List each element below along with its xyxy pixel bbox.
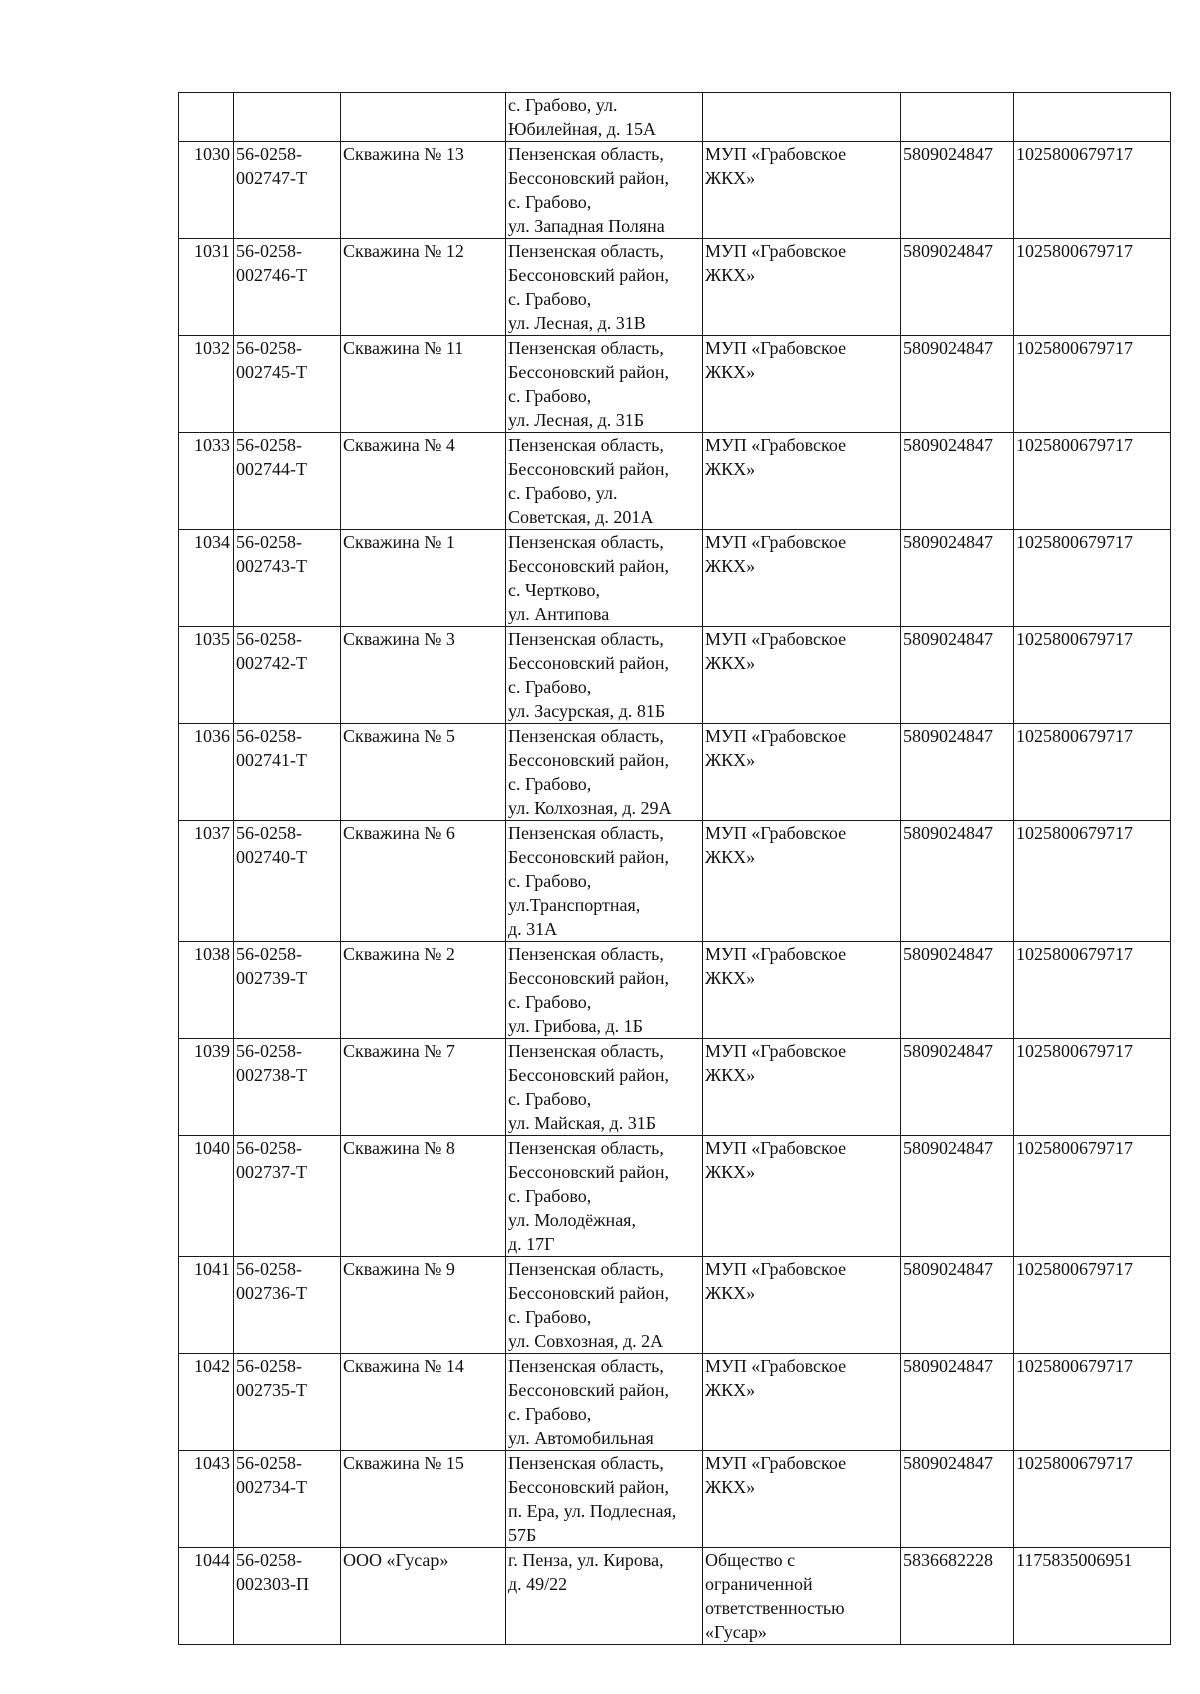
row-number-cell: 1041 [179, 1257, 234, 1354]
object-name-cell: Скважина № 12 [341, 239, 506, 336]
row-number-cell: 1034 [179, 530, 234, 627]
operator-cell: МУП «Грабовское ЖКХ» [703, 821, 901, 942]
table-row [179, 93, 1171, 142]
operator-cell: МУП «Грабовское ЖКХ» [703, 1257, 901, 1354]
table-row [179, 1354, 1171, 1451]
operator-cell: МУП «Грабовское ЖКХ» [703, 530, 901, 627]
operator-cell: МУП «Грабовское ЖКХ» [703, 724, 901, 821]
registration-number-cell: 56-0258- 002739-Т [234, 942, 341, 1039]
ogrn-cell: 1025800679717 [1014, 239, 1171, 336]
registration-number-cell: 56-0258- 002740-Т [234, 821, 341, 942]
operator-cell: МУП «Грабовское ЖКХ» [703, 142, 901, 239]
registration-number-cell: 56-0258- 002741-Т [234, 724, 341, 821]
row-number-cell: 1037 [179, 821, 234, 942]
row-number-cell: 1032 [179, 336, 234, 433]
inn-cell: 5809024847 [901, 433, 1014, 530]
ogrn-cell: 1025800679717 [1014, 942, 1171, 1039]
operator-cell: МУП «Грабовское ЖКХ» [703, 239, 901, 336]
operator-cell: МУП «Грабовское ЖКХ» [703, 1451, 901, 1548]
ogrn-cell: 1025800679717 [1014, 530, 1171, 627]
table-row [179, 239, 1171, 336]
inn-cell: 5809024847 [901, 942, 1014, 1039]
ogrn-cell: 1025800679717 [1014, 1354, 1171, 1451]
ogrn-cell: 1025800679717 [1014, 1039, 1171, 1136]
object-name-cell: Скважина № 14 [341, 1354, 506, 1451]
inn-cell: 5809024847 [901, 1257, 1014, 1354]
address-cell: Пензенская область, Бессоновский район, с. Грабово, ул. Западная Поляна [506, 142, 703, 239]
registration-number-cell: 56-0258- 002746-Т [234, 239, 341, 336]
address-cell: Пензенская область, Бессоновский район, с. Грабово, ул. Лесная, д. 31В [506, 239, 703, 336]
row-number-cell: 1038 [179, 942, 234, 1039]
object-name-cell: ООО «Гусар» [341, 1548, 506, 1645]
inn-cell: 5809024847 [901, 627, 1014, 724]
address-cell: с. Грабово, ул. Юбилейная, д. 15А [506, 93, 703, 142]
address-cell: г. Пенза, ул. Кирова, д. 49/22 [506, 1548, 703, 1645]
object-name-cell: Скважина № 3 [341, 627, 506, 724]
address-cell: Пензенская область, Бессоновский район, с. Грабово, ул. Совхозная, д. 2А [506, 1257, 703, 1354]
row-number-cell: 1036 [179, 724, 234, 821]
object-name-cell [341, 93, 506, 142]
address-cell: Пензенская область, Бессоновский район, с. Грабово, ул. Советская, д. 201А [506, 433, 703, 530]
object-name-cell: Скважина № 15 [341, 1451, 506, 1548]
inn-cell: 5809024847 [901, 142, 1014, 239]
inn-cell: 5809024847 [901, 821, 1014, 942]
table-row [179, 530, 1171, 627]
table-row [179, 142, 1171, 239]
ogrn-cell: 1025800679717 [1014, 433, 1171, 530]
object-name-cell: Скважина № 4 [341, 433, 506, 530]
ogrn-cell: 1025800679717 [1014, 724, 1171, 821]
operator-cell: МУП «Грабовское ЖКХ» [703, 1354, 901, 1451]
operator-cell: МУП «Грабовское ЖКХ» [703, 336, 901, 433]
address-cell: Пензенская область, Бессоновский район, с. Чертково, ул. Антипова [506, 530, 703, 627]
address-cell: Пензенская область, Бессоновский район, с. Грабово, ул. Лесная, д. 31Б [506, 336, 703, 433]
object-name-cell: Скважина № 5 [341, 724, 506, 821]
row-number-cell: 1031 [179, 239, 234, 336]
inn-cell: 5809024847 [901, 724, 1014, 821]
inn-cell: 5836682228 [901, 1548, 1014, 1645]
inn-cell: 5809024847 [901, 336, 1014, 433]
table-row [179, 336, 1171, 433]
ogrn-cell: 1025800679717 [1014, 1257, 1171, 1354]
object-name-cell: Скважина № 8 [341, 1136, 506, 1257]
object-name-cell: Скважина № 13 [341, 142, 506, 239]
row-number-cell: 1030 [179, 142, 234, 239]
registration-number-cell: 56-0258- 002735-Т [234, 1354, 341, 1451]
object-name-cell: Скважина № 7 [341, 1039, 506, 1136]
row-number-cell [179, 93, 234, 142]
table-row [179, 433, 1171, 530]
row-number-cell: 1040 [179, 1136, 234, 1257]
row-number-cell: 1042 [179, 1354, 234, 1451]
operator-cell [703, 93, 901, 142]
table-row [179, 1039, 1171, 1136]
row-number-cell: 1035 [179, 627, 234, 724]
ogrn-cell: 1025800679717 [1014, 336, 1171, 433]
address-cell: Пензенская область, Бессоновский район, с. Грабово, ул. Колхозная, д. 29А [506, 724, 703, 821]
address-cell: Пензенская область, Бессоновский район, с. Грабово, ул. Молодёжная, д. 17Г [506, 1136, 703, 1257]
address-cell: Пензенская область, Бессоновский район, с. Грабово, ул.Транспортная, д. 31А [506, 821, 703, 942]
object-name-cell: Скважина № 1 [341, 530, 506, 627]
inn-cell [901, 93, 1014, 142]
object-name-cell: Скважина № 9 [341, 1257, 506, 1354]
inn-cell: 5809024847 [901, 1039, 1014, 1136]
row-number-cell: 1044 [179, 1548, 234, 1645]
row-number-cell: 1033 [179, 433, 234, 530]
registration-number-cell: 56-0258- 002734-Т [234, 1451, 341, 1548]
registration-number-cell: 56-0258- 002747-Т [234, 142, 341, 239]
inn-cell: 5809024847 [901, 1354, 1014, 1451]
registration-number-cell: 56-0258- 002738-Т [234, 1039, 341, 1136]
inn-cell: 5809024847 [901, 1136, 1014, 1257]
ogrn-cell: 1025800679717 [1014, 627, 1171, 724]
address-cell: Пензенская область, Бессоновский район, с. Грабово, ул. Грибова, д. 1Б [506, 942, 703, 1039]
object-name-cell: Скважина № 11 [341, 336, 506, 433]
table-row [179, 942, 1171, 1039]
registration-number-cell [234, 93, 341, 142]
table-row [179, 1548, 1171, 1645]
ogrn-cell: 1025800679717 [1014, 142, 1171, 239]
inn-cell: 5809024847 [901, 1451, 1014, 1548]
ogrn-cell: 1025800679717 [1014, 821, 1171, 942]
operator-cell: МУП «Грабовское ЖКХ» [703, 1039, 901, 1136]
operator-cell: МУП «Грабовское ЖКХ» [703, 942, 901, 1039]
table-row [179, 1257, 1171, 1354]
address-cell: Пензенская область, Бессоновский район, с. Грабово, ул. Засурская, д. 81Б [506, 627, 703, 724]
inn-cell: 5809024847 [901, 239, 1014, 336]
object-name-cell: Скважина № 6 [341, 821, 506, 942]
address-cell: Пензенская область, Бессоновский район, с. Грабово, ул. Автомобильная [506, 1354, 703, 1451]
object-name-cell: Скважина № 2 [341, 942, 506, 1039]
address-cell: Пензенская область, Бессоновский район, п. Ера, ул. Подлесная, 57Б [506, 1451, 703, 1548]
registration-number-cell: 56-0258- 002744-Т [234, 433, 341, 530]
operator-cell: МУП «Грабовское ЖКХ» [703, 1136, 901, 1257]
table-row [179, 821, 1171, 942]
address-cell: Пензенская область, Бессоновский район, с. Грабово, ул. Майская, д. 31Б [506, 1039, 703, 1136]
registry-table [178, 92, 1171, 1645]
row-number-cell: 1043 [179, 1451, 234, 1548]
registration-number-cell: 56-0258- 002303-П [234, 1548, 341, 1645]
table-row [179, 1136, 1171, 1257]
table-row [179, 1451, 1171, 1548]
operator-cell: Общество с ограниченной ответственностью «Гусар» [703, 1548, 901, 1645]
registration-number-cell: 56-0258- 002736-Т [234, 1257, 341, 1354]
ogrn-cell: 1175835006951 [1014, 1548, 1171, 1645]
registration-number-cell: 56-0258- 002743-Т [234, 530, 341, 627]
registry-table-body [179, 93, 1171, 1645]
operator-cell: МУП «Грабовское ЖКХ» [703, 433, 901, 530]
registration-number-cell: 56-0258- 002742-Т [234, 627, 341, 724]
ogrn-cell [1014, 93, 1171, 142]
inn-cell: 5809024847 [901, 530, 1014, 627]
ogrn-cell: 1025800679717 [1014, 1451, 1171, 1548]
registration-number-cell: 56-0258- 002737-Т [234, 1136, 341, 1257]
operator-cell: МУП «Грабовское ЖКХ» [703, 627, 901, 724]
ogrn-cell: 1025800679717 [1014, 1136, 1171, 1257]
registration-number-cell: 56-0258- 002745-Т [234, 336, 341, 433]
row-number-cell: 1039 [179, 1039, 234, 1136]
table-row [179, 724, 1171, 821]
table-row [179, 627, 1171, 724]
